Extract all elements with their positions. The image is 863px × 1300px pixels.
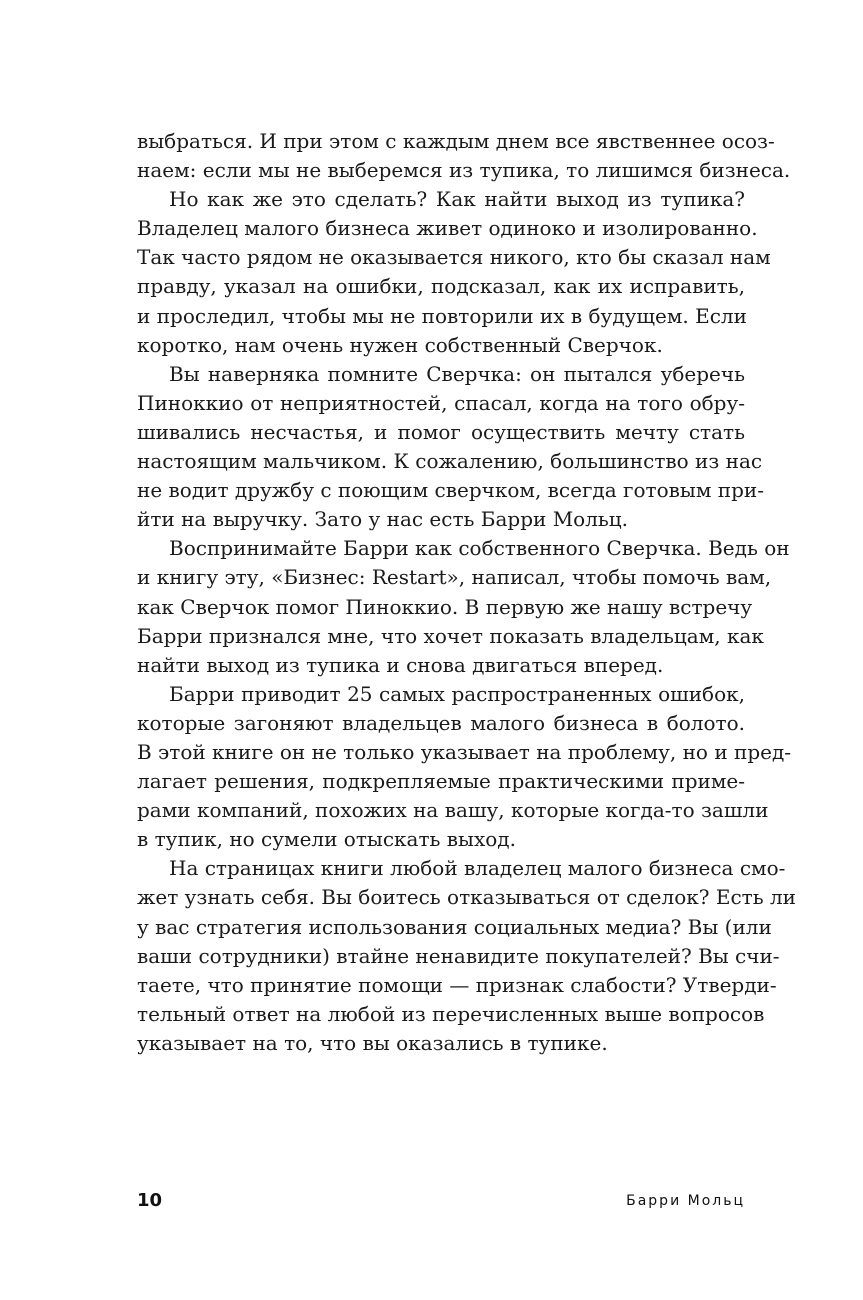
text-line: и проследил, чтобы мы не повторили их в будущем. Если <box>137 303 747 328</box>
text-line: На страницах книги любой владелец малого бизнеса смо- <box>169 856 786 881</box>
text-line: шивались несчастья, и помог осуществить мечту стать <box>137 419 745 444</box>
running-head-author: Барри Мольц <box>626 1193 745 1209</box>
page-footer <box>137 1189 745 1215</box>
text-line: которые загоняют владельцев малого бизнеса в болото. <box>137 710 745 735</box>
body-text <box>137 127 796 1058</box>
text-line: Вы наверняка помните Сверчка: он пытался уберечь <box>169 361 745 386</box>
text-line: рами компаний, похожих на вашу, которые когда-то зашли <box>137 798 769 823</box>
text-line: лагает решения, подкрепляемые практическими приме- <box>137 769 745 794</box>
paragraph-3 <box>137 360 764 535</box>
text-line: Пиноккио от неприятностей, спасал, когда на того обру- <box>137 390 745 415</box>
text-line: Владелец малого бизнеса живет одиноко и изолированно. <box>137 216 758 241</box>
text-line: у вас стратегия использования социальных медиа? Вы (или <box>137 914 772 939</box>
paragraph-2 <box>137 185 771 360</box>
text-line: и книгу эту, «Бизнес: Restart», написал, чтобы помочь вам, <box>137 565 772 590</box>
text-line: Барри приводит 25 самых распространенных ошибок, <box>169 681 745 706</box>
text-line: В этой книге он не только указывает на проблему, но и пред- <box>137 739 792 764</box>
text-line: Так часто рядом не оказывается никого, кто бы сказал нам <box>137 245 771 270</box>
paragraph-1 <box>137 127 791 185</box>
text-line: в тупик, но сумели отыскать выход. <box>137 827 516 852</box>
text-line: таете, что принятие помощи — признак слабости? Утверди- <box>137 972 777 997</box>
text-line: наем: если мы не выберемся из тупика, то лишимся бизнеса. <box>137 158 791 183</box>
text-line: выбраться. И при этом с каждым днем все явственнее осоз- <box>137 129 775 153</box>
text-line: найти выход из тупика и снова двигаться вперед. <box>137 652 664 677</box>
text-line: указывает на то, что вы оказались в тупике. <box>137 1030 608 1055</box>
text-line: ваши сотрудники) втайне ненавидите покупателей? Вы счи- <box>137 943 780 968</box>
paragraph-6 <box>137 854 796 1058</box>
text-line: Но как же это сделать? Как найти выход из тупика? <box>169 187 745 212</box>
page-number: 10 <box>137 1190 163 1211</box>
text-line: как Сверчок помог Пиноккио. В первую же нашу встречу <box>137 594 753 619</box>
paragraph-4 <box>137 534 790 679</box>
text-line: не водит дружбу с поющим сверчком, всегда готовым при- <box>137 478 764 503</box>
text-line: йти на выручку. Зато у нас есть Барри Мольц. <box>137 507 629 532</box>
text-line: тельный ответ на любой из перечисленных выше вопросов <box>137 1001 765 1026</box>
text-line: Барри признался мне, что хочет показать владельцам, как <box>137 623 764 648</box>
text-line: коротко, нам очень нужен собственный Сверчок. <box>137 332 663 357</box>
paragraph-5 <box>137 680 792 855</box>
text-line: Воспринимайте Барри как собственного Сверчка. Ведь он <box>169 536 790 561</box>
text-line: правду, указал на ошибки, подсказал, как их исправить, <box>137 274 745 299</box>
text-line: жет узнать себя. Вы боитесь отказываться от сделок? Есть ли <box>137 885 796 910</box>
text-line: настоящим мальчиком. К сожалению, большинство из нас <box>137 449 763 474</box>
